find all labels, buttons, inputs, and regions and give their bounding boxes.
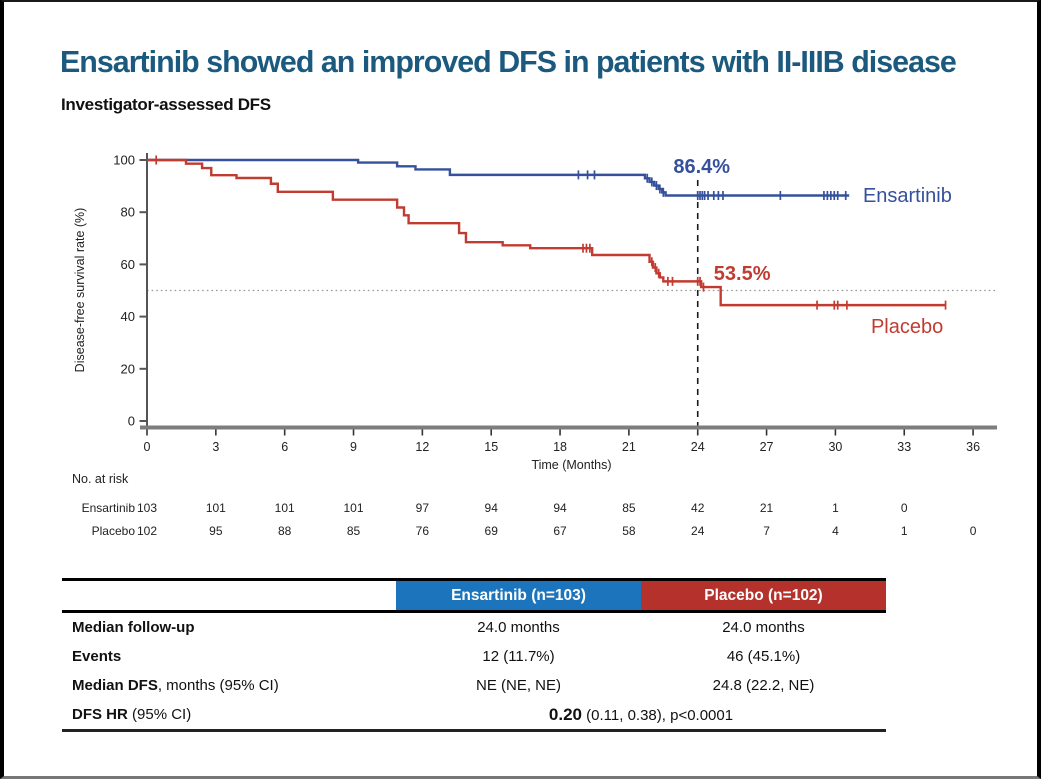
table-row-median-dfs (62, 671, 886, 700)
y-tick-label: 80 (120, 204, 135, 220)
x-axis-ticks (144, 430, 981, 455)
x-tick-label: 12 (415, 440, 430, 454)
risk-count: 67 (553, 524, 567, 538)
placebo-series-label: Placebo (870, 316, 944, 338)
risk-count: 24 (691, 524, 705, 538)
x-tick-label: 15 (484, 440, 499, 454)
placebo-value: 24.0 months (722, 619, 805, 636)
placebo-value: 46 (45.1%) (726, 648, 801, 665)
x-tick-label: 21 (621, 440, 636, 454)
risk-count: 1 (832, 501, 839, 515)
x-tick-label: 9 (350, 440, 357, 454)
x-tick-label: 33 (897, 440, 912, 454)
ensartinib-landmark-label: 86.4% (673, 156, 731, 178)
x-tick-label: 6 (281, 440, 289, 454)
risk-count: 76 (415, 524, 430, 538)
ensartinib-value: 12 (11.7%) (482, 648, 555, 665)
risk-count: 101 (205, 501, 226, 515)
risk-count: 69 (484, 524, 498, 538)
risk-count: 101 (343, 501, 364, 515)
ensartinib-series (147, 160, 849, 200)
risk-count: 103 (136, 501, 158, 515)
risk-count: 4 (832, 524, 839, 538)
page-subtitle: Investigator-assessed DFS (61, 95, 271, 114)
x-tick-label: 36 (966, 440, 981, 454)
placebo-landmark-label: 53.5% (713, 263, 771, 285)
ensartinib-value: 24.0 months (477, 619, 560, 636)
y-tick-label: 20 (120, 361, 135, 377)
risk-count: 95 (209, 524, 223, 538)
row-label: Events (72, 648, 122, 665)
x-tick-label: 0 (143, 440, 151, 454)
summary-table-header (62, 581, 886, 613)
placebo-curve (147, 160, 946, 305)
risk-count: 0 (969, 524, 977, 538)
y-axis-title: Disease-free survival rate (%) (73, 207, 87, 373)
risk-row-name: Ensartinib (81, 501, 135, 515)
x-tick-label: 30 (828, 440, 843, 454)
x-tick-label: 27 (759, 440, 774, 454)
risk-count: 1 (900, 524, 908, 538)
risk-count: 58 (622, 524, 636, 538)
y-tick-label: 0 (127, 413, 135, 429)
risk-row-name: Placebo (91, 524, 135, 538)
table-row-median-followup (62, 613, 886, 642)
row-label: Median follow-up (72, 619, 195, 636)
risk-count: 85 (346, 524, 361, 538)
risk-count: 101 (274, 501, 295, 515)
hazard-ratio-value: 0.20 (0.11, 0.38), p<0.0001 (548, 704, 734, 724)
risk-count: 0 (900, 501, 908, 515)
row-label: Median DFS, months (95% CI) (72, 677, 279, 694)
risk-count: 42 (691, 501, 705, 515)
row-label: DFS HR (95% CI) (72, 706, 192, 723)
x-tick-label: 24 (690, 440, 705, 454)
risk-count: 94 (484, 501, 498, 515)
y-tick-label: 60 (120, 256, 135, 272)
risk-count: 85 (622, 501, 636, 515)
risk-count: 94 (553, 501, 567, 515)
y-axis-ticks (113, 153, 147, 429)
placebo-series (147, 156, 946, 310)
placebo-censor-marks (156, 156, 945, 310)
placebo-value: 24.8 (22.2, NE) (712, 677, 815, 694)
table-row-events (62, 642, 886, 671)
x-axis-title: Time (Months) (531, 458, 612, 472)
risk-count: 21 (759, 501, 774, 515)
header-cell-placebo: Placebo (n=102) (641, 581, 886, 610)
header-cell-ensartinib: Ensartinib (n=103) (396, 581, 641, 610)
km-chart (4, 2, 1041, 567)
risk-count: 97 (415, 501, 430, 515)
table-row-dfs-hr (62, 700, 886, 729)
y-tick-label: 40 (120, 309, 135, 325)
header-cell-blank (62, 581, 396, 610)
risk-count: 7 (763, 524, 770, 538)
y-tick-label: 100 (113, 152, 135, 168)
ensartinib-value: NE (NE, NE) (475, 677, 561, 694)
risk-count: 102 (136, 524, 158, 538)
risk-count: 88 (278, 524, 292, 538)
page-title: Ensartinib showed an improved DFS in patients with II-IIIB disease (60, 44, 956, 79)
x-tick-label: 18 (553, 440, 567, 454)
ensartinib-series-label: Ensartinib (862, 185, 952, 207)
no-at-risk-label: No. at risk (72, 472, 129, 486)
summary-table (62, 578, 886, 732)
x-tick-label: 3 (212, 440, 220, 454)
number-at-risk-table (72, 472, 977, 538)
